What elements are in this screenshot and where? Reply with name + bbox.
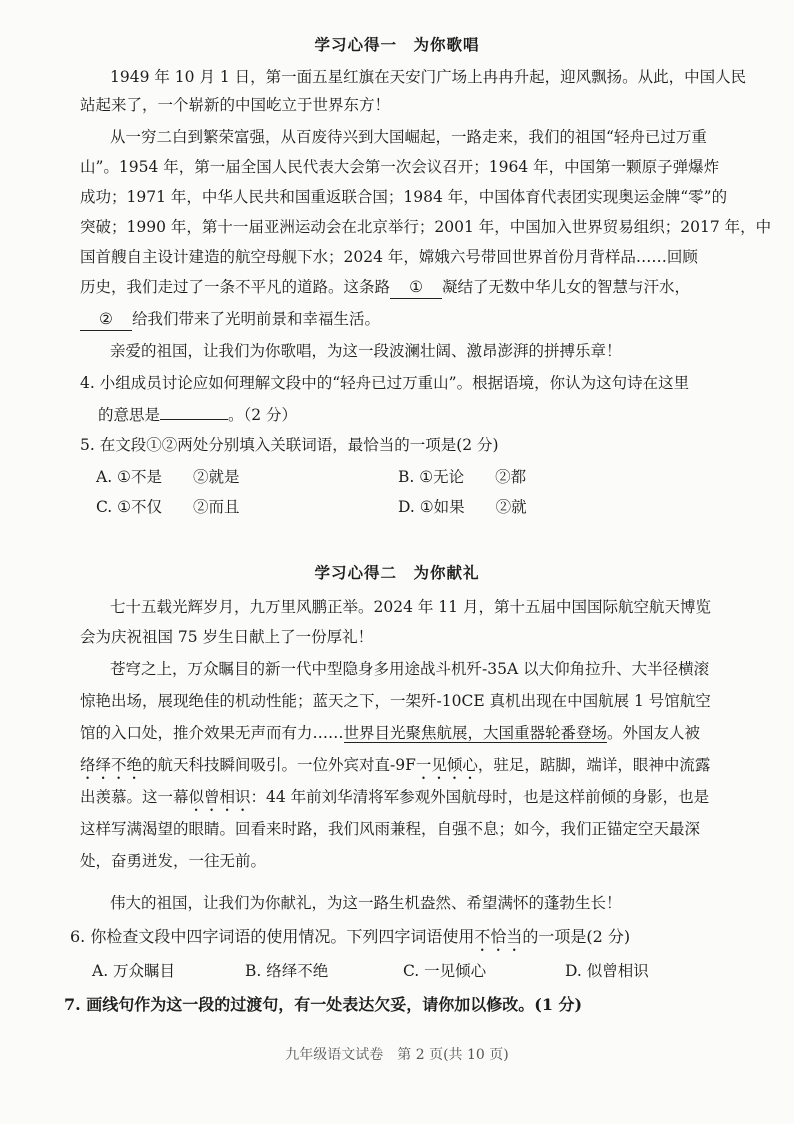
q5-option-b[interactable]: B. ①无论 ②都 bbox=[398, 468, 527, 486]
section2-p2-line3: 馆的入口处，推介效果无声而有力……世界目光聚焦航展，大国重器轮番登场。外国友人被 bbox=[80, 724, 701, 742]
section2-p3: 伟大的祖国，让我们为你献礼，为这一路生机盎然、希望满怀的蓬勃生长！ bbox=[110, 894, 622, 912]
q6-option-a[interactable]: A. 万众瞩目 bbox=[92, 962, 176, 980]
section1-title: 学习心得一 为你歌唱 bbox=[314, 35, 480, 54]
dotted-word-yijianqingxin: 一见倾心 bbox=[415, 756, 478, 774]
section1-p1-line2: 站起来了，一个崭新的中国屹立于世界东方！ bbox=[80, 96, 391, 114]
question-7-stem: 7. 画线句作为这一段的过渡句，有一处表达欠妥，请你加以修改。(1 分) bbox=[64, 995, 583, 1014]
dotted-word-sicengxiangshi: 似曾相识 bbox=[188, 788, 251, 806]
q5-option-d[interactable]: D. ①如果 ②就 bbox=[398, 498, 527, 516]
section2-p2-line6: 这样写满渴望的眼睛。回看来时路，我们风雨兼程，自强不息；如今，我们正锚定空天最深 bbox=[80, 820, 701, 838]
question-6-stem: 6. 你检查文段中四字词语的使用情况。下列四字词语使用不恰当的一项是(2 分) bbox=[70, 927, 631, 946]
section2-p2-line4: 络绎不绝的航天科技瞬间吸引。一位外宾对直-9F一见倾心，驻足，踮脚，端详，眼神中流露 bbox=[80, 756, 711, 774]
blank-1[interactable]: ① bbox=[390, 276, 442, 299]
section2-title: 学习心得二 为你献礼 bbox=[314, 563, 480, 582]
q6-option-d[interactable]: D. 似曾相识 bbox=[565, 962, 649, 980]
section1-p3: 亲爱的祖国，让我们为你歌唱，为这一段波澜壮阔、激昂澎湃的拼搏乐章！ bbox=[110, 342, 622, 360]
question-5-stem: 5. 在文段①②两处分别填入关联词语，最恰当的一项是(2 分) bbox=[80, 436, 499, 454]
section2-p1-line1: 七十五载光辉岁月，九万里风鹏正举。2024 年 11 月，第十五届中国国际航空航天博览 bbox=[110, 598, 711, 616]
underlined-transition-sentence: 世界目光聚焦航展，大国重器轮番登场 bbox=[343, 724, 608, 742]
section2-p2-line1: 苍穹之上，万众瞩目的新一代中型隐身多用途战斗机歼-35A 以大仰角拉升、大半径横滚 bbox=[110, 660, 710, 678]
section1-p2-line1: 从一穷二白到繁荣富强，从百废待兴到大国崛起，一路走来，我们的祖国“轻舟已过万重 bbox=[110, 128, 707, 146]
dotted-word-luoyibujue: 络绎不绝 bbox=[80, 756, 143, 774]
section1-p2-line4: 突破；1990 年，第十一届亚洲运动会在北京举行；2001 年，中国加入世界贸易组织；2017 年，中 bbox=[80, 218, 772, 236]
section1-p1-line1: 1949 年 10 月 1 日，第一面五星红旗在天安门广场上冉冉升起，迎风飘扬。从此，中国人民 bbox=[110, 68, 747, 86]
q6-option-c[interactable]: C. 一见倾心 bbox=[403, 962, 487, 980]
section2-p2-line5: 出羡慕。这一幕似曾相识：44 年前刘华清将军参观外国航母时，也是这样前倾的身影，也是 bbox=[80, 788, 710, 806]
q5-option-a[interactable]: A. ①不是 ②就是 bbox=[96, 468, 240, 486]
section1-p2-line7: ② 给我们带来了光明前景和幸福生活。 bbox=[0, 308, 794, 331]
section1-p2-line2: 山”。1954 年，第一届全国人民代表大会第一次会议召开；1964 年，中国第一颗原子弹爆炸 bbox=[80, 158, 720, 176]
answer-blank-q4[interactable] bbox=[160, 419, 228, 420]
q6-option-b[interactable]: B. 络绎不绝 bbox=[245, 962, 329, 980]
question-4-line2: 的意思是 。（2 分） bbox=[98, 406, 298, 424]
question-4-line1: 4. 小组成员讨论应如何理解文段中的“轻舟已过万重山”。根据语境，你认为这句诗在这里 bbox=[80, 374, 690, 392]
section1-p2-line5: 国首艘自主设计建造的航空母舰下水；2024 年，嫦娥六号带回世界首份月背样品……回顾 bbox=[80, 248, 698, 266]
blank-2[interactable]: ② bbox=[80, 308, 132, 331]
emphasis-bugiadang: 不恰当 bbox=[474, 927, 523, 946]
section2-p1-line2: 会为庆祝祖国 75 岁生日献上了一份厚礼！ bbox=[80, 628, 374, 646]
section2-p2-line2: 惊艳出场，展现绝佳的机动性能；蓝天之下，一架歼-10CE 真机出现在中国航展 1 号馆航空 bbox=[80, 692, 711, 710]
section1-p2-line6: 历史，我们走过了一条不平凡的道路。这条路 ① 凝结了无数中华儿女的智慧与汗水， bbox=[0, 276, 794, 299]
section2-p2-line7: 处，奋勇迸发，一往无前。 bbox=[80, 852, 267, 870]
section1-p2-line3: 成功；1971 年，中华人民共和国重返联合国；1984 年，中国体育代表团实现奥运金牌“零”的 bbox=[80, 188, 728, 206]
page-footer: 九年级语文试卷 第 2 页(共 10 页) bbox=[285, 1047, 509, 1063]
q5-option-c[interactable]: C. ①不仅 ②而且 bbox=[96, 498, 240, 516]
